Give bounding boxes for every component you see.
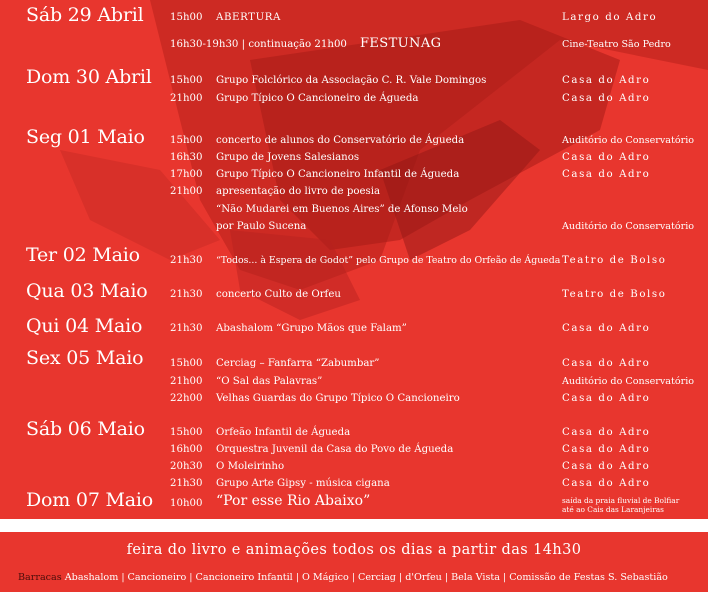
event-time: 21h30 bbox=[170, 289, 203, 300]
event-description: Grupo Arte Gipsy - música cigana bbox=[216, 478, 390, 489]
event-place: Casa do Adro bbox=[562, 358, 651, 369]
stall-item: Comissão de Festas S. Sebastião bbox=[509, 572, 668, 583]
event-description: Velhas Guardas do Grupo Típico O Cancioneiro bbox=[216, 393, 460, 404]
event-row bbox=[0, 375, 708, 389]
event-description: Orquestra Juvenil da Casa do Povo de Águeda bbox=[216, 444, 454, 455]
event-description: Grupo de Jovens Salesianos bbox=[216, 152, 360, 163]
event-time: 21h30 bbox=[170, 323, 203, 334]
divider-band bbox=[0, 519, 708, 532]
event-place: Cine-Teatro São Pedro bbox=[562, 39, 671, 50]
event-place: Casa do Adro bbox=[562, 75, 651, 86]
event-time: 16h30-19h30 | continuação 21h00 bbox=[170, 39, 347, 50]
event-description: apresentação do livro de poesia bbox=[216, 186, 381, 197]
event-row bbox=[0, 151, 708, 165]
event-time: 10h00 bbox=[170, 498, 203, 509]
event-row bbox=[0, 288, 708, 302]
event-place: Casa do Adro bbox=[562, 152, 651, 163]
event-description: Orfeão Infantil de Águeda bbox=[216, 427, 351, 438]
event-place: Casa do Adro bbox=[562, 444, 651, 455]
event-description: “Todos... à Espera de Godot” pelo Grupo de Teatro do Orfeão de Águeda bbox=[216, 255, 561, 266]
event-row bbox=[0, 493, 540, 511]
event-time: 20h30 bbox=[170, 461, 203, 472]
event-place-line: até ao Cais das Laranjeiras bbox=[562, 504, 664, 514]
event-time: 22h00 bbox=[170, 393, 203, 404]
event-time: 21h00 bbox=[170, 186, 203, 197]
event-description: concerto de alunos do Conservatório de Águeda bbox=[216, 135, 465, 146]
stalls-list: Barracas Abashalom | Cancioneiro | Cancioneiro Infantil | O Mágico | Cerciag | d'Orfeu | Bela Vista | Comissão de Festas S. Sebastião bbox=[18, 572, 668, 583]
event-description: “Não Mudarei em Buenos Aires” de Afonso Melo bbox=[216, 204, 468, 215]
event-row bbox=[0, 185, 708, 199]
event-description: ABERTURA bbox=[216, 12, 281, 23]
event-row bbox=[0, 74, 708, 88]
event-place: Casa do Adro bbox=[562, 427, 651, 438]
event-description: Grupo Típico O Cancioneiro de Águeda bbox=[216, 93, 419, 104]
event-row bbox=[0, 38, 708, 52]
event-place: Teatro de Bolso bbox=[562, 289, 667, 300]
event-description: concerto Culto de Orfeu bbox=[216, 289, 341, 300]
event-description: por Paulo Sucena bbox=[216, 221, 307, 232]
event-place: Casa do Adro bbox=[562, 461, 651, 472]
event-row bbox=[0, 11, 708, 25]
event-description: O Moleirinho bbox=[216, 461, 285, 472]
event-place: Auditório do Conservatório bbox=[562, 135, 695, 146]
event-place: Casa do Adro bbox=[562, 169, 651, 180]
event-time: 15h00 bbox=[170, 75, 203, 86]
event-row bbox=[0, 460, 708, 474]
day-heading: Qua 03 Maio bbox=[26, 280, 148, 302]
event-place: Casa do Adro bbox=[562, 323, 651, 334]
event-place bbox=[562, 497, 679, 514]
day-heading: Ter 02 Maio bbox=[26, 244, 140, 266]
event-time: 15h00 bbox=[170, 12, 203, 23]
event-place: Largo do Adro bbox=[562, 12, 658, 23]
event-description: “O Sal das Palavras” bbox=[216, 376, 323, 387]
event-time: 16h30 bbox=[170, 152, 203, 163]
event-row bbox=[0, 168, 708, 182]
footer bbox=[0, 532, 708, 592]
event-description: FESTUNAG bbox=[360, 36, 442, 51]
event-row bbox=[0, 357, 708, 371]
event-time: 21h30 bbox=[170, 478, 203, 489]
event-row bbox=[0, 322, 708, 336]
event-row bbox=[0, 203, 708, 217]
event-place: Casa do Adro bbox=[562, 93, 651, 104]
event-time: 15h00 bbox=[170, 135, 203, 146]
event-row bbox=[0, 426, 708, 440]
event-place: Casa do Adro bbox=[562, 393, 651, 404]
stall-item: O Mágico bbox=[301, 572, 349, 583]
footer-title: feira do livro e animações todos os dias a partir das 14h30 bbox=[126, 542, 582, 558]
day-heading: Dom 07 Maio bbox=[26, 489, 154, 511]
stall-item: Cancioneiro bbox=[127, 572, 187, 583]
event-description: Grupo Típico O Cancioneiro Infantil de Águeda bbox=[216, 169, 460, 180]
event-time: 21h00 bbox=[170, 376, 203, 387]
event-row bbox=[0, 254, 708, 268]
event-row bbox=[0, 392, 708, 406]
day-heading: Sáb 29 Abril bbox=[26, 4, 144, 26]
day-heading: Seg 01 Maio bbox=[26, 126, 145, 148]
event-time: 15h00 bbox=[170, 358, 203, 369]
stall-item: Cancioneiro Infantil bbox=[195, 572, 293, 583]
event-time: 21h30 bbox=[170, 255, 203, 266]
event-time: 16h00 bbox=[170, 444, 203, 455]
stalls-label: Barracas bbox=[18, 572, 62, 583]
day-heading: Sex 05 Maio bbox=[26, 347, 144, 369]
event-row bbox=[0, 220, 708, 234]
event-row bbox=[0, 134, 708, 148]
event-row bbox=[0, 92, 708, 106]
event-time: 21h00 bbox=[170, 93, 203, 104]
stall-item: Abashalom bbox=[64, 572, 119, 583]
stall-item: d'Orfeu bbox=[405, 572, 442, 583]
day-heading: Sáb 06 Maio bbox=[26, 418, 145, 440]
event-place: Teatro de Bolso bbox=[562, 255, 667, 266]
event-place: Casa do Adro bbox=[562, 478, 651, 489]
event-place: Auditório do Conservatório bbox=[562, 221, 695, 232]
event-time: 15h00 bbox=[170, 427, 203, 438]
event-place: Auditório do Conservatório bbox=[562, 376, 695, 387]
event-time: 17h00 bbox=[170, 169, 203, 180]
stall-item: Bela Vista bbox=[451, 572, 500, 583]
event-description: Cerciag – Fanfarra “Zabumbar” bbox=[216, 358, 380, 369]
event-description: Grupo Folclórico da Associação C. R. Vale Domingos bbox=[216, 75, 487, 86]
stall-item: Cerciag bbox=[358, 572, 396, 583]
event-description: “Por esse Rio Abaixo” bbox=[216, 493, 371, 509]
day-heading: Qui 04 Maio bbox=[26, 315, 143, 337]
day-heading: Dom 30 Abril bbox=[26, 66, 152, 88]
event-description: Abashalom “Grupo Mãos que Falam” bbox=[216, 323, 407, 334]
event-place-line: saída da praia fluvial de Bolfiar bbox=[562, 496, 680, 505]
event-row bbox=[0, 443, 708, 457]
